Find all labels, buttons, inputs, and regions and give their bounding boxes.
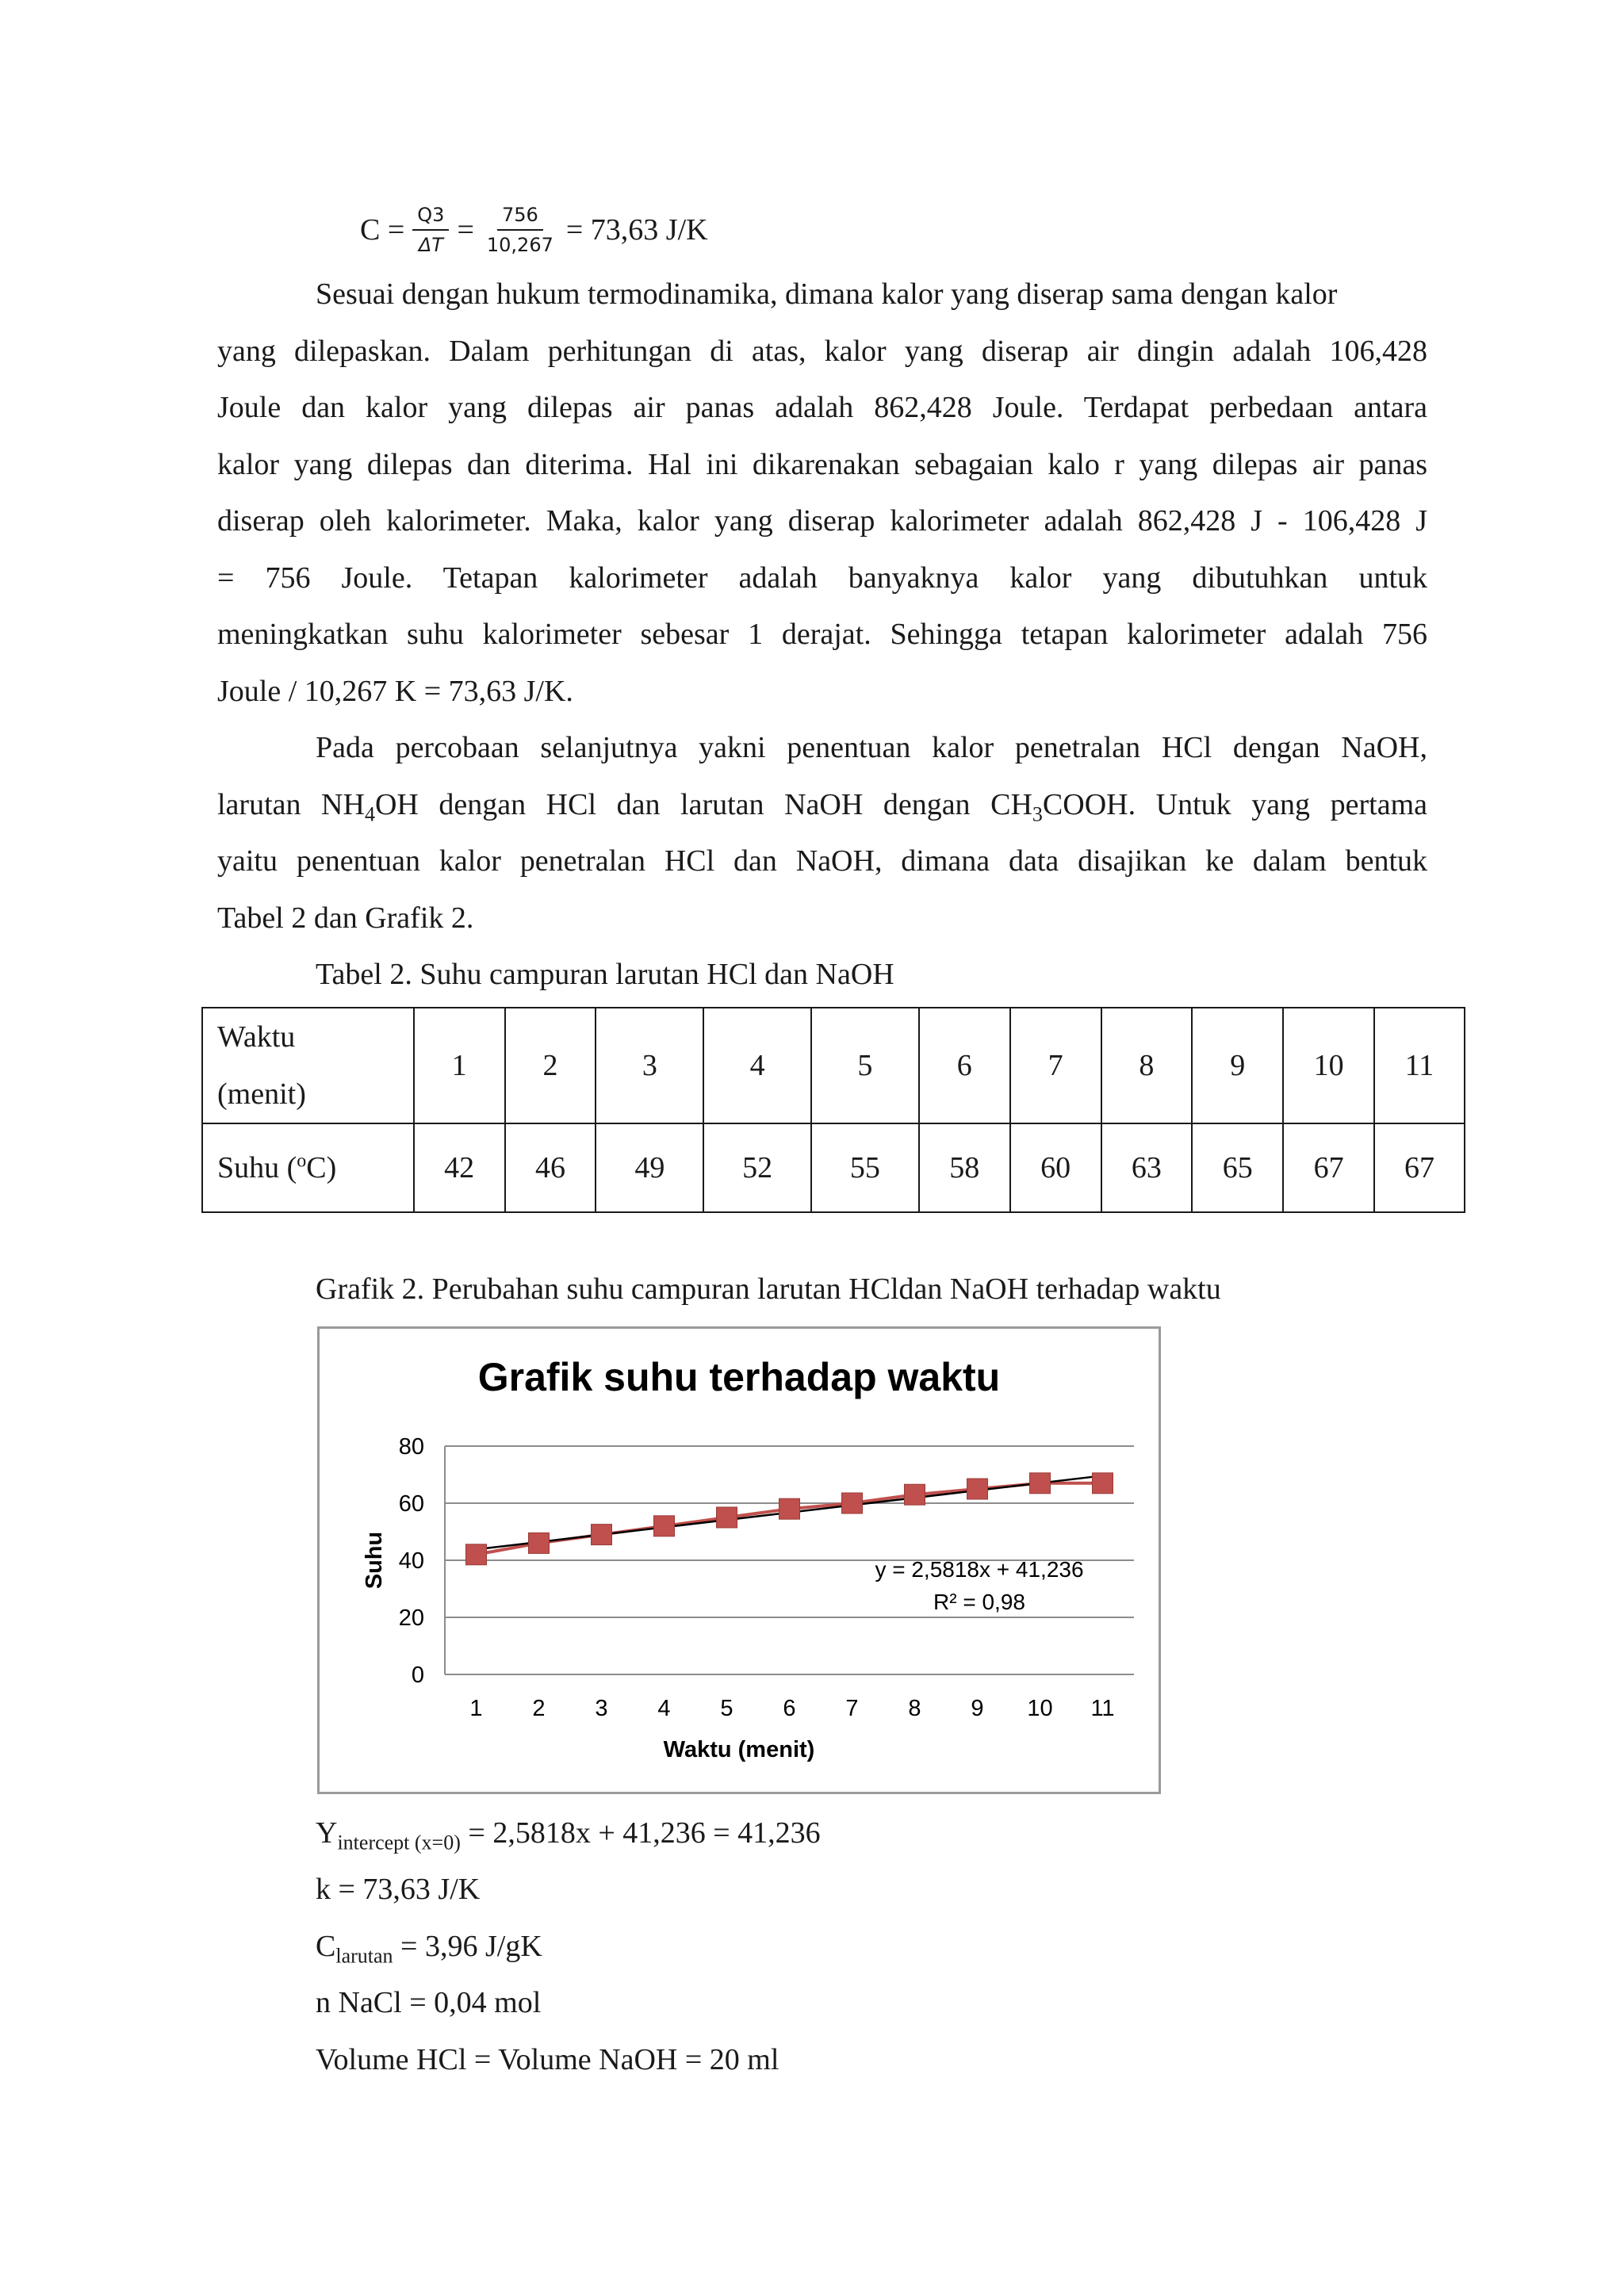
row-header-suhu bbox=[202, 1123, 414, 1212]
text-segment: = 3,96 J/gK bbox=[393, 1930, 542, 1963]
formula-equals: = bbox=[457, 213, 474, 247]
subscript: larutan bbox=[335, 1944, 393, 1968]
chart-title: Grafik suhu terhadap waktu bbox=[477, 1355, 1001, 1399]
x-tick-label: 9 bbox=[971, 1696, 984, 1721]
trendline-equation: y = 2,5818x + 41,236 bbox=[875, 1557, 1084, 1582]
fraction-q3-over-delta-t bbox=[412, 203, 449, 257]
paragraph2-line bbox=[217, 776, 1427, 833]
x-tick-label: 6 bbox=[783, 1696, 796, 1721]
paragraph2-line: Pada percobaan selanjutnya yakni penentuan kalor penetralan HCl dengan NaOH, bbox=[316, 731, 1427, 764]
paragraph1-line: kalor yang dilepas dan diterima. Hal ini dikarenakan sebagaian kalo r yang dilepas air panas bbox=[217, 448, 1427, 481]
calc-volume: Volume HCl = Volume NaOH = 20 ml bbox=[316, 2043, 779, 2076]
table-cell: 1 bbox=[414, 1008, 505, 1123]
y-axis-title: Suhu bbox=[362, 1531, 387, 1590]
text-segment: OH dengan HCl dan larutan NaOH dengan CH bbox=[374, 788, 1032, 821]
data-point-marker bbox=[779, 1498, 800, 1519]
table-cell: 4 bbox=[703, 1008, 811, 1123]
fraction-denominator: 10,267 bbox=[486, 234, 553, 256]
table-cell: 55 bbox=[811, 1123, 919, 1212]
r-squared-label: R² = 0,98 bbox=[933, 1590, 1025, 1614]
paragraph1-line: Joule dan kalor yang dilepas air panas adalah 862,428 Joule. Terdapat perbedaan antara bbox=[217, 391, 1427, 424]
x-tick-label: 10 bbox=[1027, 1696, 1053, 1721]
y-tick-label: 0 bbox=[411, 1663, 424, 1688]
data-point-marker bbox=[967, 1479, 988, 1499]
y-tick-label: 60 bbox=[398, 1491, 424, 1517]
paragraph2-line: yaitu penentuan kalor penetralan HCl dan NaOH, dimana data disajikan ke dalam bentuk bbox=[217, 844, 1427, 878]
table-cell: 11 bbox=[1374, 1008, 1465, 1123]
data-point-marker bbox=[529, 1533, 550, 1553]
paragraph2-line: Tabel 2 dan Grafik 2. bbox=[217, 901, 474, 935]
fraction-denominator: ΔT bbox=[418, 234, 443, 256]
table-cell: 5 bbox=[811, 1008, 919, 1123]
data-point-marker bbox=[654, 1516, 675, 1536]
data-point-marker bbox=[466, 1544, 487, 1565]
data-point-marker bbox=[842, 1493, 863, 1513]
text-segment: COOH. Untuk yang pertama bbox=[1042, 788, 1427, 821]
table-cell: 3 bbox=[596, 1008, 703, 1123]
table-cell: 52 bbox=[703, 1123, 811, 1212]
paragraph1-line: diserap oleh kalorimeter. Maka, kalor yang diserap kalorimeter adalah 862,428 J - 106,428 J bbox=[217, 504, 1427, 538]
fraction-numerator: 756 bbox=[497, 203, 543, 231]
data-table bbox=[201, 1007, 1465, 1213]
text-segment: C) bbox=[306, 1151, 337, 1184]
x-tick-label: 1 bbox=[469, 1696, 483, 1721]
chart-svg bbox=[320, 1329, 1159, 1792]
table-cell: 46 bbox=[505, 1123, 596, 1212]
table-cell: 6 bbox=[919, 1008, 1010, 1123]
chart-container bbox=[317, 1326, 1161, 1794]
header-line: Waktu bbox=[217, 1020, 296, 1054]
data-point-marker bbox=[592, 1525, 612, 1545]
x-tick-label: 7 bbox=[845, 1696, 859, 1721]
subscript: 3 bbox=[1032, 802, 1043, 826]
x-axis-title: Waktu (menit) bbox=[663, 1737, 815, 1762]
y-tick-label: 20 bbox=[398, 1605, 424, 1631]
subscript: 4 bbox=[364, 802, 375, 826]
text-segment: larutan NH bbox=[217, 788, 365, 821]
y-tick-label: 40 bbox=[398, 1548, 424, 1574]
text-segment: Suhu ( bbox=[217, 1151, 297, 1184]
table-cell: 67 bbox=[1374, 1123, 1465, 1212]
paragraph1-line: Joule / 10,267 K = 73,63 J/K. bbox=[217, 675, 573, 708]
paragraph1-line: yang dilepaskan. Dalam perhitungan di atas, kalor yang diserap air dingin adalah 106,428 bbox=[217, 335, 1427, 368]
table-cell: 8 bbox=[1101, 1008, 1193, 1123]
fraction-756-over-10267 bbox=[482, 203, 558, 257]
x-tick-label: 11 bbox=[1090, 1696, 1115, 1721]
table-cell: 60 bbox=[1010, 1123, 1101, 1212]
header-line: (menit) bbox=[217, 1077, 306, 1111]
chart-caption: Grafik 2. Perubahan suhu campuran larutan HCldan NaOH terhadap waktu bbox=[316, 1272, 1221, 1306]
superscript: o bbox=[297, 1150, 307, 1172]
data-point-marker bbox=[717, 1507, 737, 1528]
calc-k: k = 73,63 J/K bbox=[316, 1873, 481, 1906]
table-cell: 2 bbox=[505, 1008, 596, 1123]
subscript: intercept (x=0) bbox=[337, 1831, 461, 1854]
paragraph1-line: = 756 Joule. Tetapan kalorimeter adalah banyaknya kalor yang dibutuhkan untuk bbox=[217, 561, 1427, 595]
calc-n-nacl: n NaCl = 0,04 mol bbox=[316, 1986, 542, 2019]
formula-lhs: C = bbox=[360, 213, 405, 247]
table-cell: 58 bbox=[919, 1123, 1010, 1212]
table-cell: 63 bbox=[1101, 1123, 1193, 1212]
y-tick-label: 80 bbox=[398, 1434, 424, 1460]
table-cell: 10 bbox=[1283, 1008, 1374, 1123]
row-header-waktu bbox=[202, 1008, 414, 1123]
x-tick-label: 5 bbox=[720, 1696, 733, 1721]
x-tick-label: 4 bbox=[657, 1696, 671, 1721]
text-segment: Y bbox=[316, 1816, 338, 1850]
table-cell: 65 bbox=[1192, 1123, 1283, 1212]
formula-rhs: = 73,63 J/K bbox=[565, 213, 708, 247]
fraction-numerator: Q3 bbox=[412, 203, 449, 231]
calorimeter-constant-formula bbox=[360, 194, 708, 266]
data-point-marker bbox=[905, 1484, 925, 1505]
table-caption: Tabel 2. Suhu campuran larutan HCl dan NaOH bbox=[316, 958, 894, 991]
table-cell: 49 bbox=[596, 1123, 703, 1212]
x-tick-label: 8 bbox=[908, 1696, 921, 1721]
table-row bbox=[202, 1123, 1465, 1212]
table-cell: 42 bbox=[414, 1123, 505, 1212]
data-point-marker bbox=[1030, 1473, 1051, 1494]
x-tick-label: 2 bbox=[532, 1696, 546, 1721]
text-segment: = 2,5818x + 41,236 = 41,236 bbox=[460, 1816, 821, 1850]
table-cell: 67 bbox=[1283, 1123, 1374, 1212]
paragraph1-line: Sesuai dengan hukum termodinamika, dimana kalor yang diserap sama dengan kalor bbox=[316, 277, 1338, 311]
data-point-marker bbox=[1093, 1473, 1113, 1494]
table-cell: 9 bbox=[1192, 1008, 1283, 1123]
table-row bbox=[202, 1008, 1465, 1123]
table-cell: 7 bbox=[1010, 1008, 1101, 1123]
x-tick-label: 3 bbox=[595, 1696, 608, 1721]
text-segment: C bbox=[316, 1930, 336, 1963]
paragraph1-line: meningkatkan suhu kalorimeter sebesar 1 derajat. Sehingga tetapan kalorimeter adalah 756 bbox=[217, 618, 1427, 651]
